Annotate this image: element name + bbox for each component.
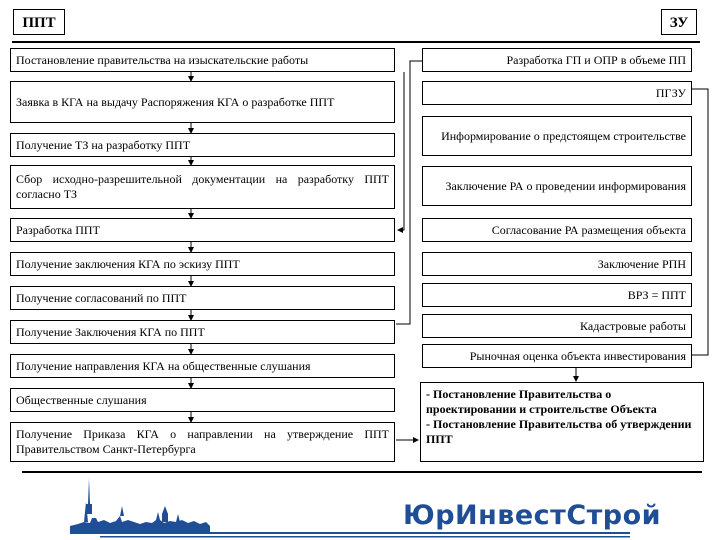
link-gp-to-ppt-dev bbox=[398, 72, 404, 230]
ppt-header: ППТ bbox=[13, 9, 65, 35]
step-approvals: Получение согласований по ППТ bbox=[10, 286, 395, 310]
step-survey-decree: Постановление правительства на изыскательские работы bbox=[10, 48, 395, 72]
final-decree-construction: - Постановление Правительства о проектировании и строительстве Объекта bbox=[426, 387, 657, 416]
final-decrees-box bbox=[420, 382, 704, 462]
step-kga-order: Получение Приказа КГА о направлении на утверждение ППТ Правительством Санкт-Петербурга bbox=[10, 422, 395, 462]
step-hearing-referral: Получение направления КГА на общественные слушания bbox=[10, 354, 395, 378]
company-logo-text: ЮрИнвестСтрой bbox=[403, 500, 662, 531]
step-tz: Получение ТЗ на разработку ППТ bbox=[10, 133, 395, 157]
step-sketch-conclusion: Получение заключения КГА по эскизу ППТ bbox=[10, 252, 395, 276]
zu-construction-notice: Информирование о предстоящем строительстве bbox=[422, 116, 692, 156]
zu-ra-placement: Согласование РА размещения объекта bbox=[422, 218, 692, 242]
zu-pgzu: ПГЗУ bbox=[422, 81, 692, 105]
zu-rpn-conclusion: Заключение РПН bbox=[422, 252, 692, 276]
zu-gp-development: Разработка ГП и ОПР в объеме ПП bbox=[422, 48, 692, 72]
step-kga-application: Заявка в КГА на выдачу Распоряжения КГА о разработке ППТ bbox=[10, 81, 395, 123]
link-ppt-to-gp bbox=[396, 61, 422, 324]
zu-ra-notice-conclusion: Заключение РА о проведении информирования bbox=[422, 166, 692, 206]
step-source-docs: Сбор исходно-разрешительной документации на разработку ППТ согласно ТЗ bbox=[10, 165, 395, 209]
zu-vrz: ВРЗ = ППТ bbox=[422, 283, 692, 307]
zu-cadastral: Кадастровые работы bbox=[422, 314, 692, 338]
step-ppt-development: Разработка ППТ bbox=[10, 218, 395, 242]
step-kga-conclusion: Получение Заключения КГА по ППТ bbox=[10, 320, 395, 344]
zu-market-valuation: Рыночная оценка объекта инвестирования bbox=[422, 344, 692, 368]
step-public-hearings: Общественные слушания bbox=[10, 388, 395, 412]
final-decree-ppt: - Постановление Правительства об утверждении ППТ bbox=[426, 417, 692, 446]
zu-header: ЗУ bbox=[661, 9, 697, 35]
right-bracket bbox=[692, 89, 708, 355]
